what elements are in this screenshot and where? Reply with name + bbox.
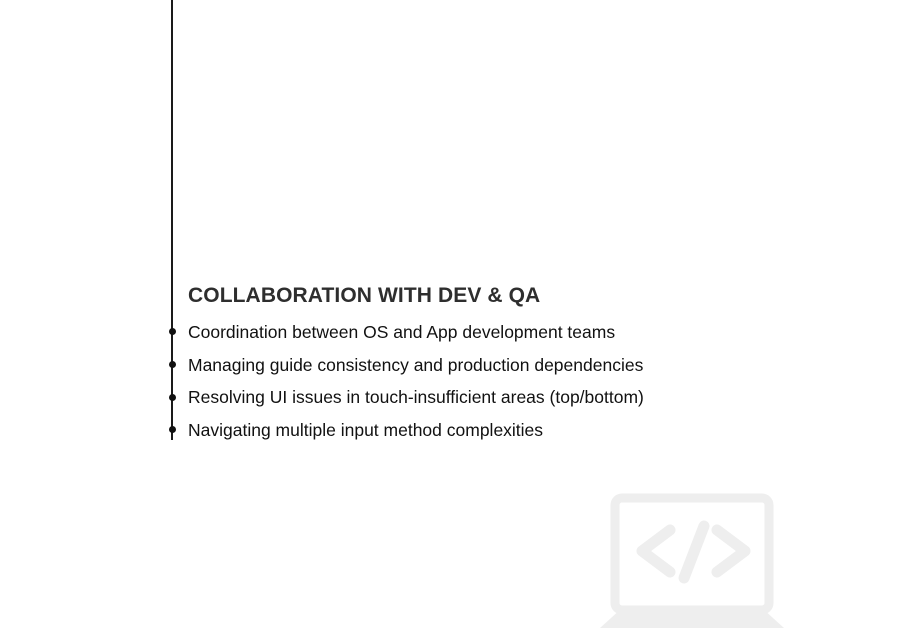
list-item-text: Navigating multiple input method complexities [188, 420, 544, 441]
bullet-dot [169, 361, 176, 368]
bullet-dot [169, 426, 176, 433]
collaboration-section [188, 282, 808, 447]
list-item [188, 381, 808, 414]
list-item-text: Managing guide consistency and production dependencies [188, 354, 644, 375]
bullet-list [188, 316, 808, 447]
timeline-line [171, 0, 173, 440]
list-item [188, 414, 808, 447]
section-title: COLLABORATION WITH DEV & QA [188, 284, 541, 307]
list-item-text: Resolving UI issues in touch-insufficient areas (top/bottom) [188, 387, 644, 408]
list-item-text: Coordination between OS and App development teams [188, 322, 616, 342]
bullet-dot [169, 328, 176, 335]
bullet-dot [169, 394, 176, 401]
list-item [188, 316, 808, 349]
list-item [188, 349, 808, 382]
laptop-code-icon [596, 490, 788, 640]
